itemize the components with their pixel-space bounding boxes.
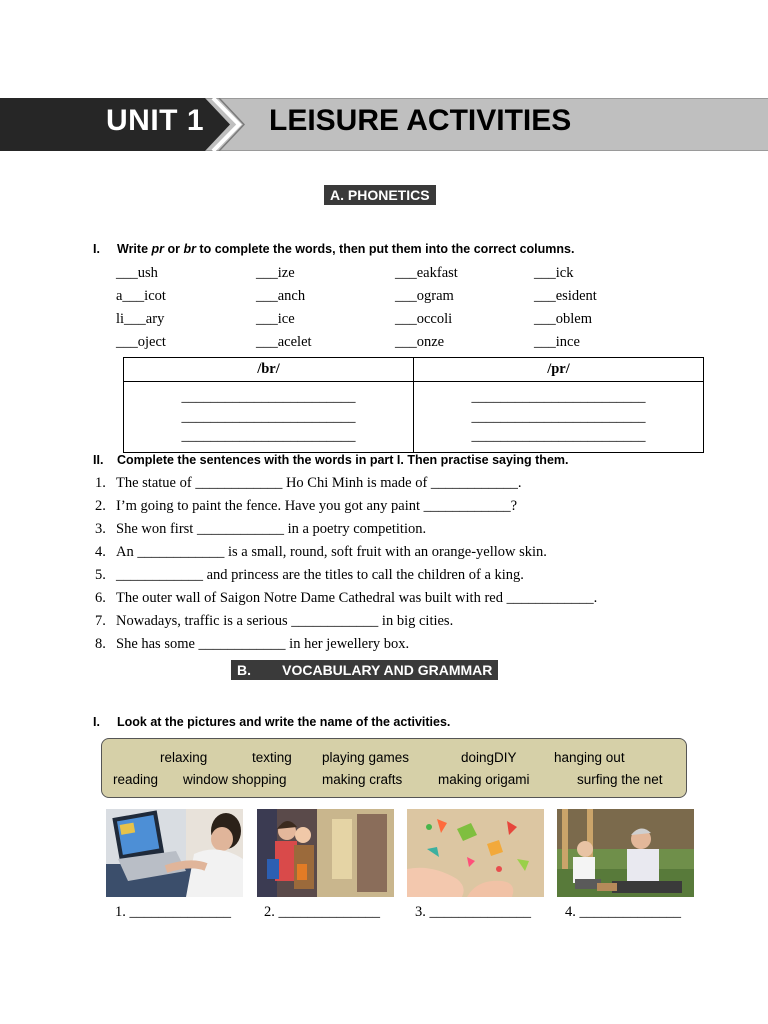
word-item: ___ice <box>256 311 295 327</box>
word-item: ___oblem <box>534 311 592 327</box>
pr-answer-cell[interactable] <box>414 382 704 453</box>
section-a-heading: A. PHONETICS <box>324 185 436 205</box>
pr-column-header: /pr/ <box>414 358 704 382</box>
word-box <box>101 738 687 798</box>
word-box-item: surfing the net <box>577 772 663 787</box>
answer-line[interactable]: ________________________ <box>471 389 646 405</box>
sentence: 1. The statue of ____________ Ho Chi Minh is made of ____________. <box>95 475 522 491</box>
section-b-number: I. <box>93 715 100 729</box>
word-item: a___icot <box>116 288 166 304</box>
laptop-photo <box>106 809 243 897</box>
word-item: ___occoli <box>395 311 453 327</box>
word-box-item: making crafts <box>322 772 403 787</box>
word-item: ___anch <box>256 288 306 304</box>
answer-blank-4[interactable]: 4. ______________ <box>565 904 681 920</box>
answer-line[interactable]: ________________________ <box>181 428 356 444</box>
part1-number: I. <box>93 242 100 256</box>
word-item: ___oject <box>116 334 166 350</box>
word-box-item: window shopping <box>183 772 287 787</box>
section-b-heading: B. VOCABULARY AND GRAMMAR <box>231 660 498 680</box>
sentence: 7. Nowadays, traffic is a serious ____________ in big cities. <box>95 613 454 629</box>
answer-blank-3[interactable]: 3. ______________ <box>415 904 531 920</box>
word-item: ___ize <box>256 265 295 281</box>
answer-line[interactable]: ________________________ <box>471 428 646 444</box>
answer-blank-2[interactable]: 2. ______________ <box>264 904 380 920</box>
word-item: ___ick <box>534 265 574 281</box>
unit-label: UNIT 1 <box>106 104 205 137</box>
sentence: 6. The outer wall of Saigon Notre Dame Cathedral was built with red ____________. <box>95 590 598 606</box>
br-answer-cell[interactable] <box>124 382 414 453</box>
sentence: 4. An ____________ is a small, round, soft fruit with an orange-yellow skin. <box>95 544 547 560</box>
word-item: ___ush <box>116 265 158 281</box>
word-box-item: making origami <box>438 772 530 787</box>
sound-columns-table <box>123 357 704 453</box>
part1-instruction: I. Write pr or br to complete the words, then put them into the correct columns. <box>93 242 575 256</box>
word-item: ___esident <box>534 288 597 304</box>
word-item: li___ary <box>116 311 165 327</box>
part2-instruction: II. Complete the sentences with the words in part I. Then practise saying them. <box>93 453 569 467</box>
section-b-instruction: I. Look at the pictures and write the name of the activities. <box>93 715 451 729</box>
word-item: ___onze <box>395 334 445 350</box>
word-item: ___eakfast <box>395 265 458 281</box>
shopping-photo <box>257 809 394 897</box>
br-column-header: /br/ <box>124 358 414 382</box>
sentence: 5. ____________ and princess are the titles to call the children of a king. <box>95 567 524 583</box>
crafts-photo <box>407 809 544 897</box>
answer-line[interactable]: ________________________ <box>181 408 356 425</box>
answer-blank-1[interactable]: 1. ______________ <box>115 904 231 920</box>
sentence: 8. She has some ____________ in her jewellery box. <box>95 636 410 652</box>
unit-title: LEISURE ACTIVITIES <box>269 104 572 137</box>
word-box-item: texting <box>252 750 292 765</box>
answer-line[interactable]: ________________________ <box>181 389 356 405</box>
word-item: ___acelet <box>256 334 312 350</box>
sentence: 2. I’m going to paint the fence. Have you got any paint ____________? <box>95 498 518 514</box>
word-box-item: reading <box>113 772 159 787</box>
word-item: ___ogram <box>395 288 454 304</box>
word-box-item: doingDIY <box>461 750 517 765</box>
word-item: ___ince <box>534 334 580 350</box>
diy-photo <box>557 809 694 897</box>
word-box-item: relaxing <box>160 750 208 765</box>
answer-line[interactable]: ________________________ <box>471 408 646 425</box>
sentence: 3. She won first ____________ in a poetry competition. <box>95 521 427 537</box>
word-box-item: hanging out <box>554 750 625 765</box>
word-box-item: playing games <box>322 750 410 765</box>
part2-number: II. <box>93 453 104 467</box>
